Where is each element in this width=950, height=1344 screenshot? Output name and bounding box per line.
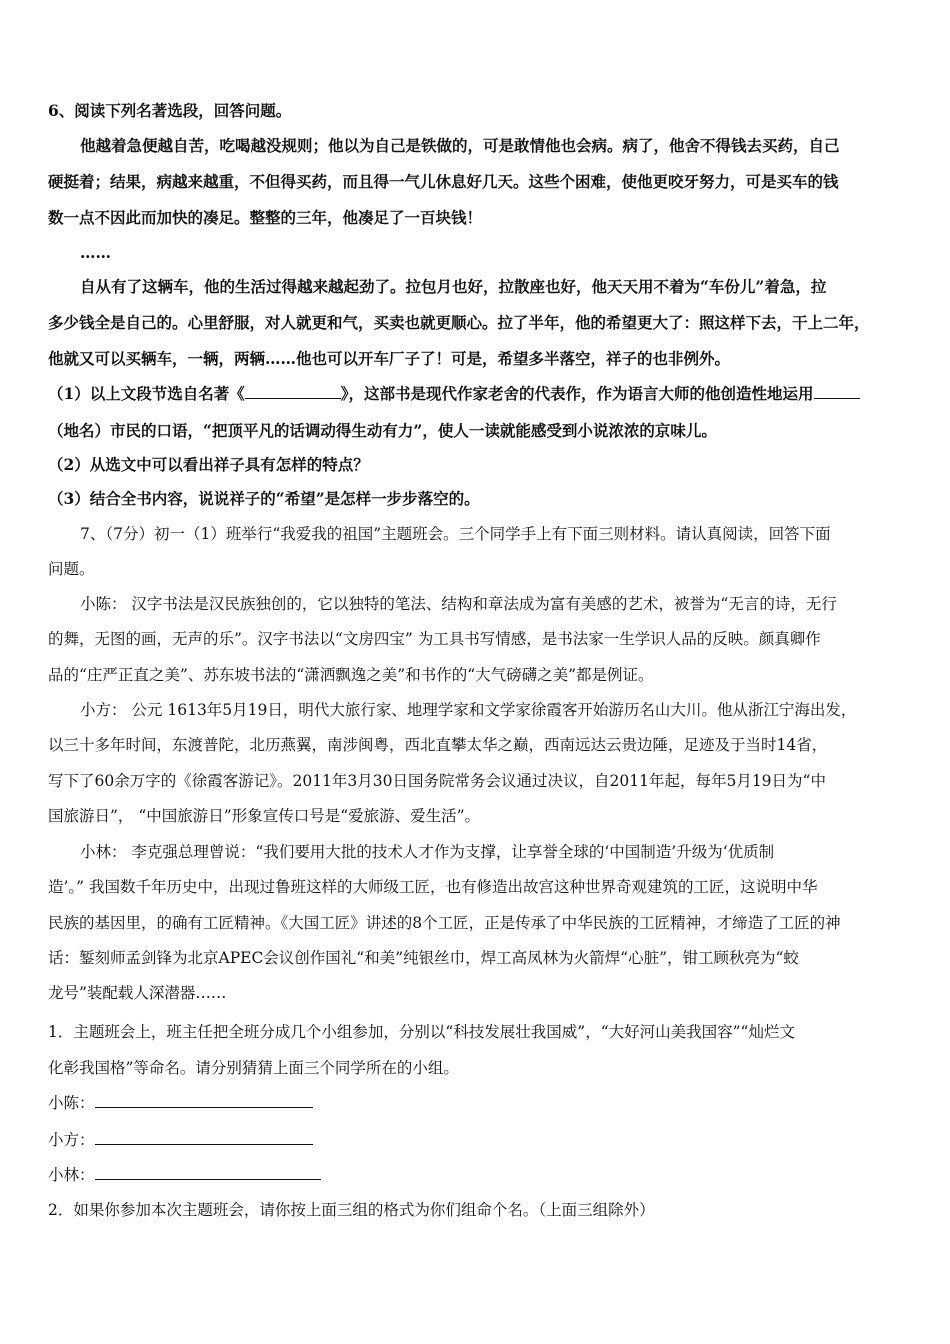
answer-row-xiaochen xyxy=(48,1093,313,1113)
q7-xiaolin-line: 话：錾刻师孟剑锋为北京APEC会议创作国礼“和美”纯银丝巾，焊工高凤林为火箭焊“心脏”，钳工顾秋亮为“蛟 xyxy=(48,949,799,967)
q7-xiaochen-line: 小陈： 汉字书法是汉民族独创的，它以独特的笔法、结构和章法成为富有美感的艺术，被誉为“无言的诗，无行 xyxy=(80,595,837,613)
q7-xiaolin-line: 小林： 李克强总理曾说：“我们要用大批的技术人才作为支撑，让享誉全球的‘中国制造’升级为‘优质制 xyxy=(80,843,775,861)
q7-intro-line: 7、（7分）初一（1）班举行“我爱我的祖国”主题班会。三个同学手上有下面三则材料。请认真阅读，回答下面 xyxy=(80,525,831,543)
answer-row-xiaolin xyxy=(48,1165,321,1185)
answer-blank-xiaolin[interactable] xyxy=(95,1165,321,1180)
place-name-blank[interactable] xyxy=(814,384,860,399)
q7-task1-line: 化彰我国格”等命名。请分别猜猜上面三个同学所在的小组。 xyxy=(48,1059,459,1077)
q6-sub1-prefix: （1）以上文段节选自名著《 xyxy=(48,384,245,403)
q7-xiaofang-line: 小方： 公元 1613年5月19日，明代大旅行家、地理学家和文学家徐霞客开始游历名山大川。他从浙江宁海出发， xyxy=(80,701,857,719)
q7-xiaochen-line: 品的“庄严正直之美”、苏东坡书法的“潇洒飘逸之美”和书作的“大气磅礴之美”都是例证。 xyxy=(48,666,654,684)
q7-xiaochen-line: 的舞，无图的画，无声的乐”。汉字书法以“文房四宝” 为工具书写情感，是书法家一生学识人品的反映。颜真卿作 xyxy=(48,630,821,648)
q7-xiaofang-line: 写下了60余万字的《徐霞客游记》。2011年3月30日国务院常务会议通过决议，自2011年起，每年5月19日为“中 xyxy=(48,772,826,790)
q6-passage-line: 他越着急便越自苦，吃喝越没规则；他以为自己是铁做的，可是敢情他也会病。病了，他舍不得钱去买药，自己 xyxy=(80,136,840,155)
answer-label: 小方： xyxy=(48,1131,95,1149)
answer-blank-xiaochen[interactable] xyxy=(95,1093,313,1108)
q6-passage-ellipsis: …… xyxy=(80,243,111,262)
q6-heading: 6、阅读下列名著选段，回答问题。 xyxy=(48,101,292,120)
q6-sub1-line2: （地名）市民的口语，“把顶平凡的话调动得生动有力”，使人一读就能感受到小说浓浓的京味儿。 xyxy=(48,421,717,440)
q7-intro-line: 问题。 xyxy=(48,560,95,578)
answer-row-xiaofang xyxy=(48,1130,313,1150)
q7-xiaolin-line: 民族的基因里，的确有工匠精神。《大国工匠》讲述的8个工匠，正是传承了中华民族的工匠精神，才缔造了工匠的神 xyxy=(48,914,841,932)
answer-label: 小林： xyxy=(48,1166,95,1184)
q6-sub2: （2）从选文中可以看出祥子具有怎样的特点？ xyxy=(48,455,369,474)
q7-xiaofang-line: 国旅游日”， “中国旅游日”形象宣传口号是“爱旅游、爱生活”。 xyxy=(48,807,481,825)
q7-task2: 2．如果你参加本次主题班会，请你按上面三组的格式为你们组命个名。（上面三组除外） xyxy=(48,1201,655,1219)
q7-xiaofang-line: 以三十多年时间，东渡普陀，北历燕翼，南涉闽粤，西北直攀太华之巅，西南远达云贵边陲，足迹及于当时14省， xyxy=(48,736,828,754)
q6-passage-line: 数一点不因此而加快的凑足。整整的三年，他凑足了一百块钱！ xyxy=(48,208,483,227)
answer-label: 小陈： xyxy=(48,1094,95,1112)
book-title-blank[interactable] xyxy=(245,384,341,399)
q7-xiaolin-line: 造’。” 我国数千年历史中，出现过鲁班这样的大师级工匠，也有修造出故宫这种世界奇观建筑的工匠，这说明中华 xyxy=(48,878,818,896)
q7-xiaolin-line: 龙号”装配载人深潜器…… xyxy=(48,984,227,1002)
q6-passage-line: 多少钱全是自己的。心里舒服，对人就更和气，买卖也就更顺心。拉了半年，他的希望更大了：照这样下去，干上二年， xyxy=(48,313,870,332)
q6-sub1-middle: 》，这部书是现代作家老舍的代表作，作为语言大师的他创造性地运用 xyxy=(340,384,814,403)
answer-blank-xiaofang[interactable] xyxy=(95,1130,313,1145)
q6-passage-line: 自从有了这辆车，他的生活过得越来越起劲了。拉包月也好，拉散座也好，他天天用不着为“车份儿”着急，拉 xyxy=(80,277,827,296)
q6-passage-line: 他就又可以买辆车，一辆，两辆……他也可以开车厂子了！可是，希望多半落空，祥子的也非例外。 xyxy=(48,349,731,368)
q6-sub3: （3）结合全书内容，说说祥子的“希望”是怎样一步步落空的。 xyxy=(48,489,480,508)
q7-task1-line: 1．主题班会上，班主任把全班分成几个小组参加，分别以“科技发展壮我国威”，“大好河山美我国容”“灿烂文 xyxy=(48,1023,795,1041)
q6-passage-line: 硬挺着；结果，病越来越重，不但得买药，而且得一气儿休息好几天。这些个困难，使他更咬牙努力，可是买车的钱 xyxy=(48,172,839,191)
q6-sub1-line1 xyxy=(48,384,860,404)
